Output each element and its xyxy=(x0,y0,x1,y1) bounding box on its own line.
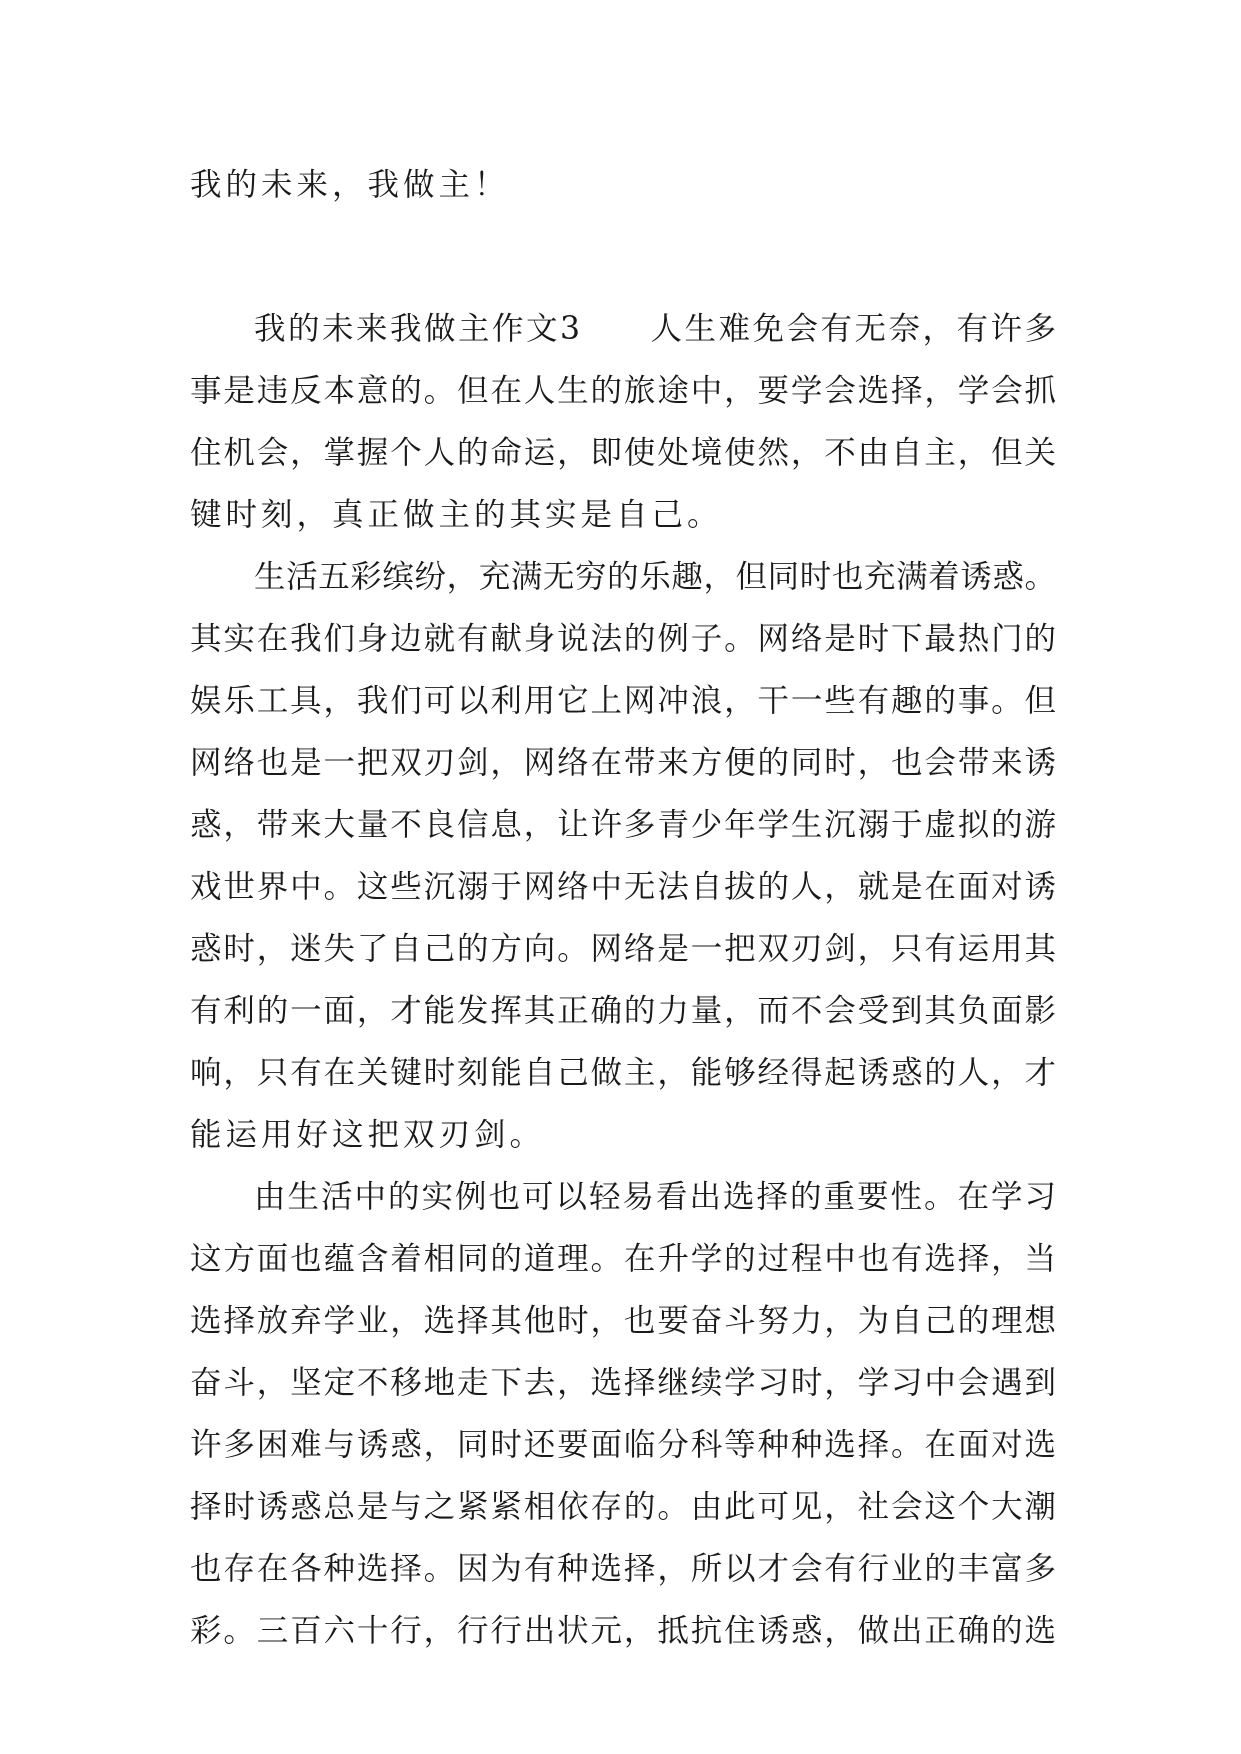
text-line: 生活五彩缤纷，充满无穷的乐趣，但同时也充满着诱惑。 xyxy=(254,558,1056,595)
text-line: 网络也是一把双刃剑，网络在带来方便的同时，也会带来诱 xyxy=(190,744,1056,781)
text-line: 选择放弃学业，选择其他时，也要奋斗努力，为自己的理想 xyxy=(190,1302,1056,1339)
text-line: 戏世界中。这些沉溺于网络中无法自拔的人，就是在面对诱 xyxy=(190,868,1056,905)
text-line: 许多困难与诱惑，同时还要面临分科等种种选择。在面对选 xyxy=(190,1426,1056,1463)
text-line: 其实在我们身边就有献身说法的例子。网络是时下最热门的 xyxy=(190,620,1056,657)
text-line: 由生活中的实例也可以轻易看出选择的重要性。在学习 xyxy=(254,1178,1056,1215)
text-line: 彩。三百六十行，行行出状元，抵抗住诱惑，做出正确的选 xyxy=(190,1612,1056,1649)
text-line: 有利的一面，才能发挥其正确的力量，而不会受到其负面影 xyxy=(190,992,1056,1029)
text-line: 住机会，掌握个人的命运，即使处境使然，不由自主，但关 xyxy=(190,434,1056,471)
text-line: 响，只有在关键时刻能自己做主，能够经得起诱惑的人，才 xyxy=(190,1054,1056,1091)
document-page xyxy=(190,155,1056,1662)
text-line: 择时诱惑总是与之紧紧相依存的。由此可见，社会这个大潮 xyxy=(190,1488,1056,1525)
text-line: 惑时，迷失了自己的方向。网络是一把双刃剑，只有运用其 xyxy=(190,930,1056,967)
essay-body xyxy=(190,298,1056,1662)
text-line: 事是违反本意的。但在人生的旅途中，要学会选择，学会抓 xyxy=(190,372,1056,409)
text-line: 键时刻，真正做主的其实是自己。 xyxy=(190,496,723,533)
text-line: 奋斗，坚定不移地走下去，选择继续学习时，学习中会遇到 xyxy=(190,1364,1056,1401)
text-line: 也存在各种选择。因为有种选择，所以才会有行业的丰富多 xyxy=(190,1550,1056,1587)
text-line: 娱乐工具，我们可以利用它上网冲浪，干一些有趣的事。但 xyxy=(190,682,1056,719)
text-line: 我的未来我做主作文3 人生难免会有无奈，有许多 xyxy=(254,310,1056,347)
closing-line: 我的未来，我做主！ xyxy=(190,167,510,203)
text-line: 惑，带来大量不良信息，让许多青少年学生沉溺于虚拟的游 xyxy=(190,806,1056,843)
text-line: 这方面也蕴含着相同的道理。在升学的过程中也有选择，当 xyxy=(190,1240,1056,1277)
text-line: 能运用好这把双刃剑。 xyxy=(190,1116,546,1153)
